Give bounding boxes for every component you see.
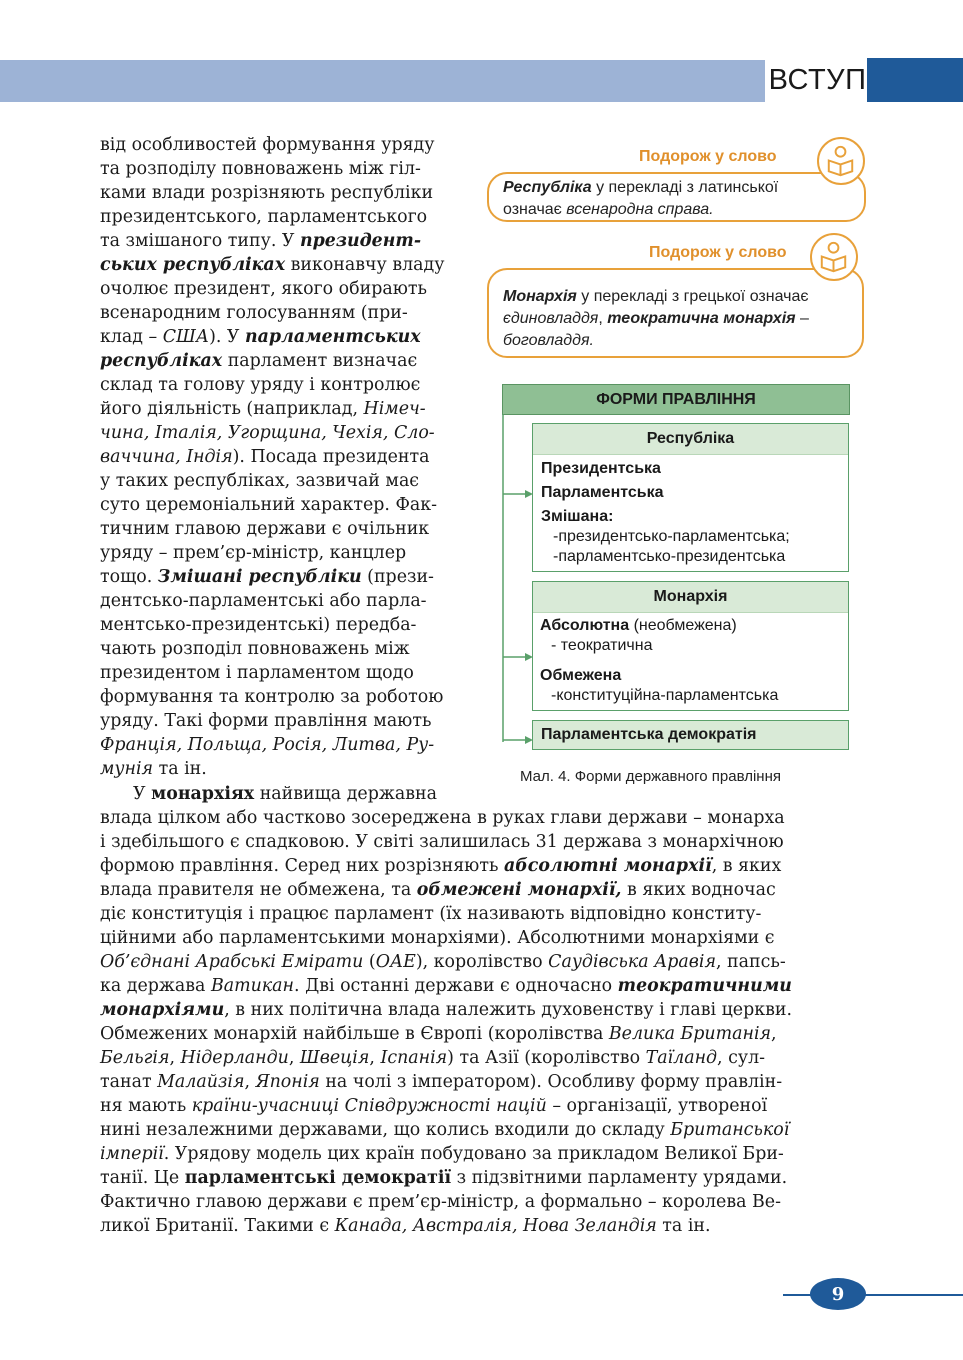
diagram-title: ФОРМИ ПРАВЛІННЯ	[502, 384, 850, 415]
republic-subtype: -парламентсько-президентська	[553, 548, 786, 565]
paragraph-monarchies-start: У монархіях найвища державна	[133, 784, 437, 804]
republic-box	[532, 423, 849, 572]
republic-subtype: -президентсько-парламентська;	[553, 528, 790, 545]
figure-caption: Мал. 4. Форми державного правління	[520, 768, 781, 785]
monarchy-absolute-sub: - теократична	[551, 637, 653, 654]
book-reader-icon	[810, 233, 858, 281]
republic-type: Президентська	[541, 460, 661, 477]
paragraph-republics: від особливостей формування уряду та розподілу повноважень між гіл- ками влади розрізняють республіки президентського, парламентського та змішаного типу. У президент- ських республіках виконавчу владу очолює президент, якого обирають всенародним голосуванням (при- клад – США). У парламентських республіках парламент визначає склад та голову уряду і контролює його діяльність (наприклад, Німеч- чина, Італія, Угорщина, Чехія, Сло- ваччина, Індія). Посада президента у таких республіках, зазвичай має суто церемоніальний характер. Фак- тичним главою держави є очільник уряду – прем’єр-міністр, канцлер тощо. Змішані республіки (прези- дентсько-парламентські або парла- ментсько-президентські) передба- чають розподіл повноважень між президентом і парламентом щодо формування та контролю за роботою уряду. Такі форми правління мають Франція, Польща, Росія, Литва, Ру- мунія та ін.	[100, 135, 445, 779]
paragraph-monarchies: влада цілком або частково зосереджена в руках глави держави – монарха і здебільшого є спадковою. У світі залишилась 31 держава з монархічною формою правління. Серед них розрізняють абсолютні монархії, в яких влада правителя не обмежена, та обмежені монархії, в яких водночас діє конституція і працює парламент (їх називають відповідно конститу- ційними або парламентськими монархіями). Абсолютними монархіями є Об’єднані Арабські Емірати (ОАЕ), королівство Саудівська Аравія, папсь- ка держава Ватикан. Дві останні держави є одночасно теократичними монархіями, в них політична влада належить духовенству і главі церкви. Обмежених монархій найбільше в Європі (королівства Велика Британія, Бельгія, Нідерланди, Швеція, Іспанія) та Азії (королівство Таїланд, сул- танат Малайзія, Японія на чолі з імператором). Особливу форму правлін- ня мають країни-учасниці Співдружності націй – організації, утвореної нині незалежними державами, що колись входили до складу Британської імперії. Урядову модель цих країн побудовано за прикладом Великої Бри- танії. Це парламентські демократії з підзвітними парламенту урядами. Фактично главою держави є прем’єр-міністр, а формально – королева Ве- ликої Британії. Такими є Канада, Австралія, Нова Зеландія та ін.	[100, 808, 792, 1236]
book-reader-icon	[817, 137, 865, 185]
republic-type: Змішана:	[541, 508, 614, 525]
republic-type: Парламентська	[541, 484, 664, 501]
democracy-box: Парламентська демократія	[532, 720, 849, 750]
monarchy-head: Монархія	[533, 582, 848, 613]
word-box-republic: Республіка у перекладі з латинської означає всенародна справа.	[487, 172, 866, 222]
monarchy-limited: Обмежена	[540, 667, 622, 684]
monarchy-limited-sub: -конституційна-парламентська	[551, 687, 779, 704]
word-box-title: Подорож у слово	[639, 148, 777, 165]
header-accent-block	[867, 58, 963, 102]
header-band	[0, 60, 765, 102]
word-box-monarchy: Монархія у перекладі з грецької означає єдиновладдя, теократична монархія – боговладдя.	[487, 268, 864, 358]
word-box-title: Подорож у слово	[649, 244, 787, 261]
monarchy-absolute: Абсолютна (необмежена)	[540, 617, 737, 634]
monarchy-box	[532, 581, 849, 711]
republic-head: Республіка	[533, 424, 848, 455]
section-title: ВСТУП	[768, 63, 867, 96]
page-number: 9	[810, 1278, 866, 1310]
